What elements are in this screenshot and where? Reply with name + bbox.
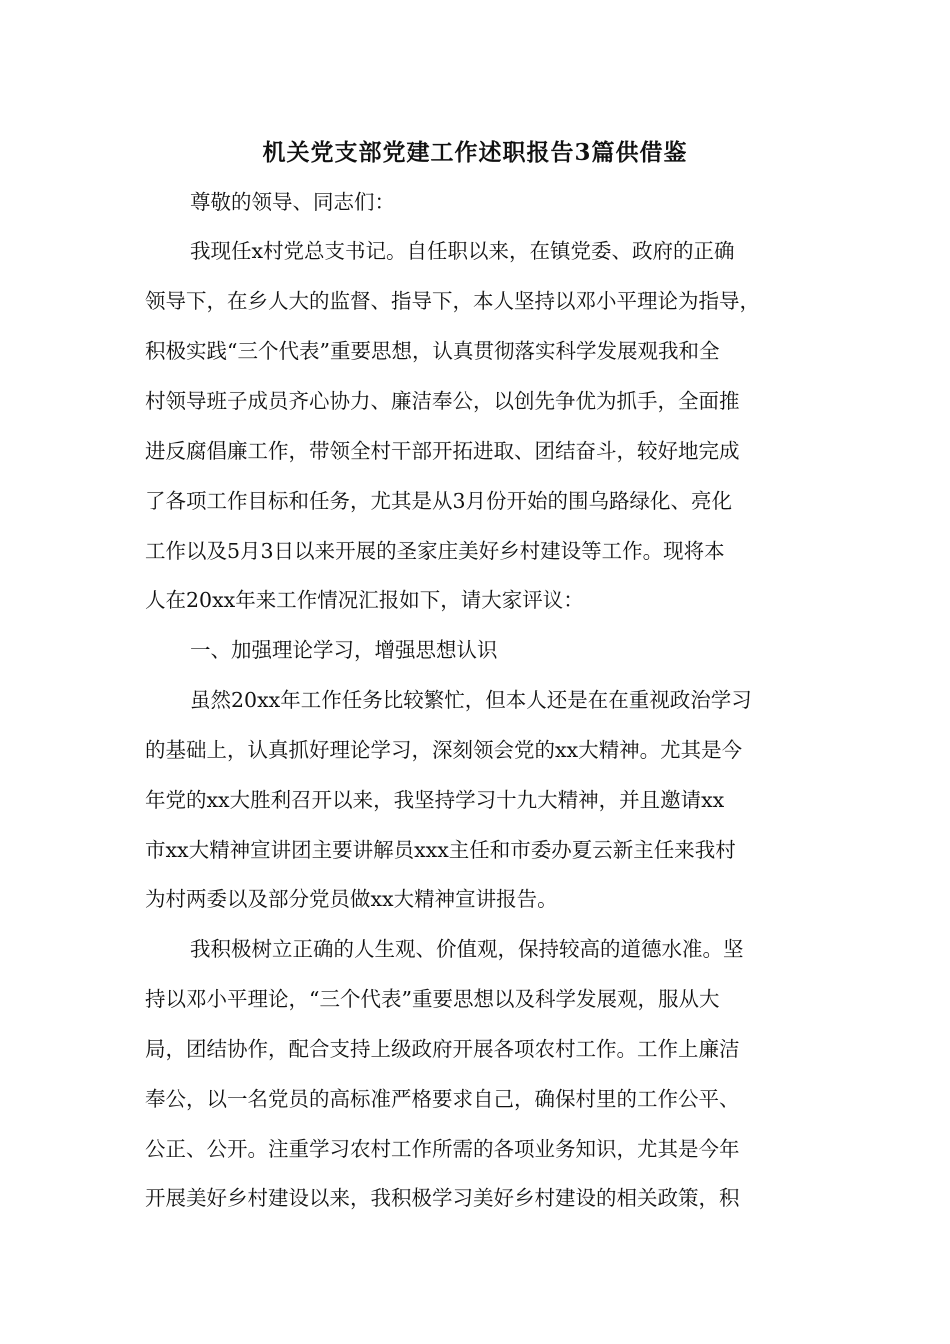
paragraph-line: 领导下，在乡人大的监督、指导下，本人坚持以邓小平理论为指导， [145,289,760,313]
paragraph-line: 奉公，以一名党员的高标准严格要求自己，确保村里的工作公平、 [145,1087,740,1111]
document-title: 机关党支部党建工作述职报告3篇供借鉴 [262,139,688,166]
paragraph-line: 村领导班子成员齐心协力、廉洁奉公，以创先争优为抓手，全面推 [145,389,740,413]
section-heading: 一、加强理论学习，增强思想认识 [190,638,498,662]
paragraph-line: 公正、公开。注重学习农村工作所需的各项业务知识，尤其是今年 [145,1137,740,1161]
paragraph-line: 年党的xx大胜利召开以来，我坚持学习十九大精神，并且邀请xx [145,788,725,812]
paragraph-line: 积极实践“三个代表”重要思想，认真贯彻落实科学发展观我和全 [145,339,720,363]
paragraph-line: 工作以及5月3日以来开展的圣家庄美好乡村建设等工作。现将本 [145,539,725,563]
salutation: 尊敬的领导、同志们： [190,190,395,214]
paragraph-line: 进反腐倡廉工作，带领全村干部开拓进取、团结奋斗，较好地完成 [145,439,740,463]
paragraph-line: 虽然20xx年工作任务比较繁忙，但本人还是在在重视政治学习 [190,688,752,712]
paragraph-line: 了各项工作目标和任务，尤其是从3月份开始的围乌路绿化、亮化 [145,489,733,513]
paragraph-line: 局，团结协作，配合支持上级政府开展各项农村工作。工作上廉洁 [145,1037,740,1061]
paragraph-line: 的基础上，认真抓好理论学习，深刻领会党的xx大精神。尤其是今 [145,738,743,762]
paragraph-line: 人在20xx年来工作情况汇报如下，请大家评议： [145,588,584,612]
paragraph-line: 我积极树立正确的人生观、价值观，保持较高的道德水准。坚 [190,937,744,961]
paragraph-line: 我现任x村党总支书记。自任职以来，在镇党委、政府的正确 [190,239,735,263]
paragraph-line: 持以邓小平理论，“三个代表”重要思想以及科学发展观，服从大 [145,987,720,1011]
paragraph-line: 为村两委以及部分党员做xx大精神宣讲报告。 [145,887,558,911]
paragraph-line: 市xx大精神宣讲团主要讲解员xxx主任和市委办夏云新主任来我村 [145,838,736,862]
paragraph-line: 开展美好乡村建设以来，我积极学习美好乡村建设的相关政策，积 [145,1186,740,1210]
